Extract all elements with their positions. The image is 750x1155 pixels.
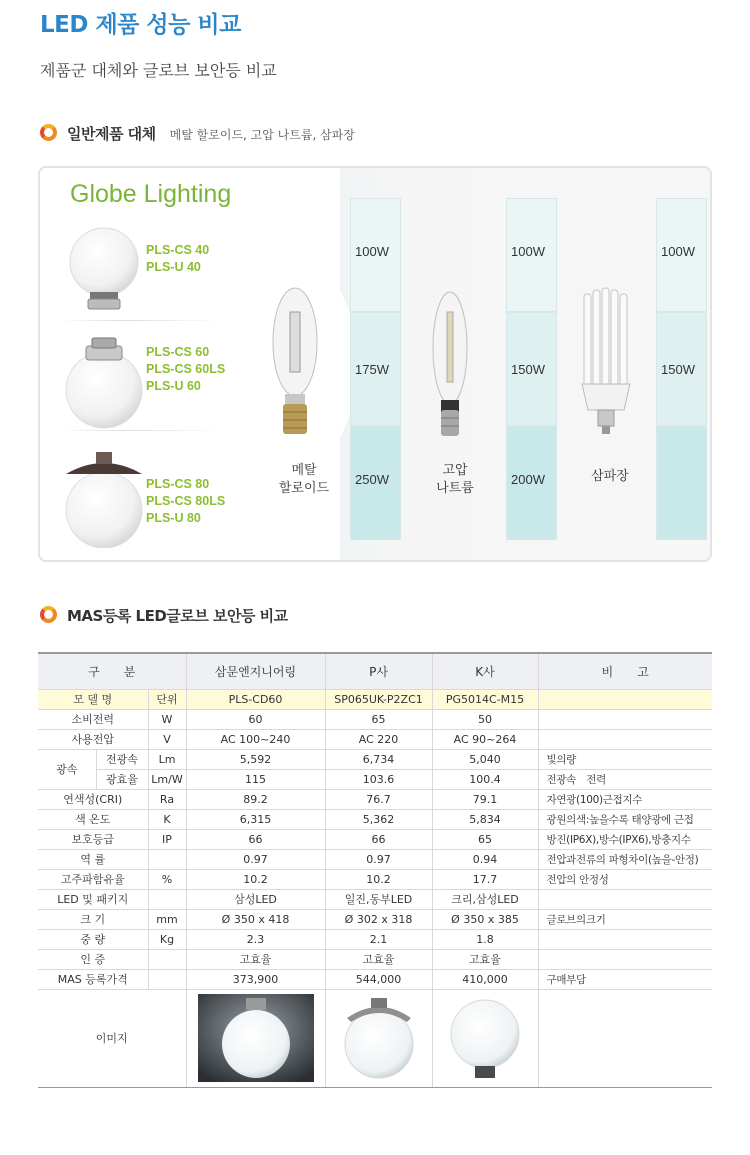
table-row: 인 증 고효율 고효율 고효율: [38, 949, 712, 969]
header-company-k: K사: [432, 653, 538, 689]
table-row: 색 온도 K 6,315 5,362 5,834 광원의색:높을수록 태양광에 근접: [38, 809, 712, 829]
section-general-heading: [40, 122, 355, 144]
image-row-label: 이미지: [38, 989, 186, 1087]
watt-label: 175W: [355, 362, 389, 377]
watt-column-tri-phosphor: [656, 198, 707, 540]
table-row: 고주파함유율 % 10.2 10.2 17.7 전압의 안정성: [38, 869, 712, 889]
watt-label: 100W: [511, 244, 545, 259]
brand-title: Globe Lighting: [70, 180, 232, 208]
model-80: PLS-CS 80 PLS-CS 80LS PLS-U 80: [146, 477, 226, 525]
ring-bullet-icon: [40, 606, 57, 623]
table-row: 크 기 mm Ø 350 x 418 Ø 302 x 318 Ø 350 x 385 글로브의크기: [38, 909, 712, 929]
table-row: 중 량 Kg 2.3 2.1 1.8: [38, 929, 712, 949]
table-row: 광속 전광속 Lm 5,592 6,734 5,040 빛의량: [38, 749, 712, 769]
globe-lamp-80-icon: [60, 444, 150, 548]
lamp-name-hps: 고압 나트륨: [436, 463, 474, 496]
watt-label: 150W: [661, 362, 695, 377]
page-subtitle: 제품군 대체와 글로브 보안등 비교: [40, 61, 277, 80]
watt-label: 100W: [355, 244, 389, 259]
tri-phosphor-lamp-icon: [580, 286, 634, 444]
watt-column-hps: [506, 198, 557, 540]
section-desc: 메탈 할로이드, 고압 나트륨, 삼파장: [169, 128, 355, 142]
high-pressure-sodium-lamp-icon: [430, 288, 470, 444]
table-row: 소비전력 W 60 65 50: [38, 709, 712, 729]
table-row: 사용전압 V AC 100~240 AC 220 AC 90~264: [38, 729, 712, 749]
table-row: MAS 등록가격 373,900 544,000 410,000 구매부담: [38, 969, 712, 989]
section-title: MAS등록 LED글로브 보안등 비교: [67, 607, 288, 625]
model-60: PLS-CS 60 PLS-CS 60LS PLS-U 60: [146, 345, 226, 393]
page-title: LED 제품 성능 비교: [40, 12, 241, 38]
watt-label: 250W: [355, 472, 389, 487]
globe-lamp-40-icon: [66, 226, 142, 314]
model-40: PLS-CS 40 PLS-U 40: [146, 243, 210, 274]
table-row: LED 및 패키지 삼성LED 일진,동부LED 크리,삼성LED: [38, 889, 712, 909]
replacement-panel: [38, 166, 712, 562]
table-row: 보호등급 IP 66 66 65 방진(IP6X),방수(IPX6),방충지수: [38, 829, 712, 849]
watt-column-metal-halide: [350, 198, 401, 540]
header-note: 비 고: [538, 653, 712, 689]
header-category: 구 분: [38, 653, 186, 689]
section-title: 일반제품 대체: [67, 125, 156, 143]
section-mas-heading: [40, 604, 288, 626]
product-image-k: [445, 994, 525, 1082]
product-image-a: [198, 994, 314, 1082]
lamp-name-tri-phosphor: 삼파장: [591, 469, 629, 484]
table-row: 모 델 명 단위 PLS-CD60 SP065UK-P2ZC1 PG5014C-M15: [38, 689, 712, 709]
watt-label: 100W: [661, 244, 695, 259]
table-row-images: [38, 989, 712, 1087]
comparison-table: [38, 652, 712, 1088]
globe-lamp-60-icon: [62, 334, 148, 430]
header-company-a: 삼문엔지니어링: [186, 653, 325, 689]
watt-label: 200W: [511, 472, 545, 487]
table-row: 역 률 0.97 0.97 0.94 전압과전류의 파형차이(높을-안정): [38, 849, 712, 869]
watt-label: 150W: [511, 362, 545, 377]
table-row: 연색성(CRI) Ra 89.2 76.7 79.1 자연광(100)근접지수: [38, 789, 712, 809]
product-image-p: [337, 994, 421, 1082]
table-header-row: [38, 653, 712, 689]
lamp-name-metal-halide: 메탈 할로이드: [278, 463, 330, 496]
ring-bullet-icon: [40, 124, 57, 141]
table-row: 광효율 Lm/W 115 103.6 100.4 전광속 전력: [38, 769, 712, 789]
metal-halide-lamp-icon: [270, 286, 320, 444]
header-company-p: P사: [325, 653, 432, 689]
